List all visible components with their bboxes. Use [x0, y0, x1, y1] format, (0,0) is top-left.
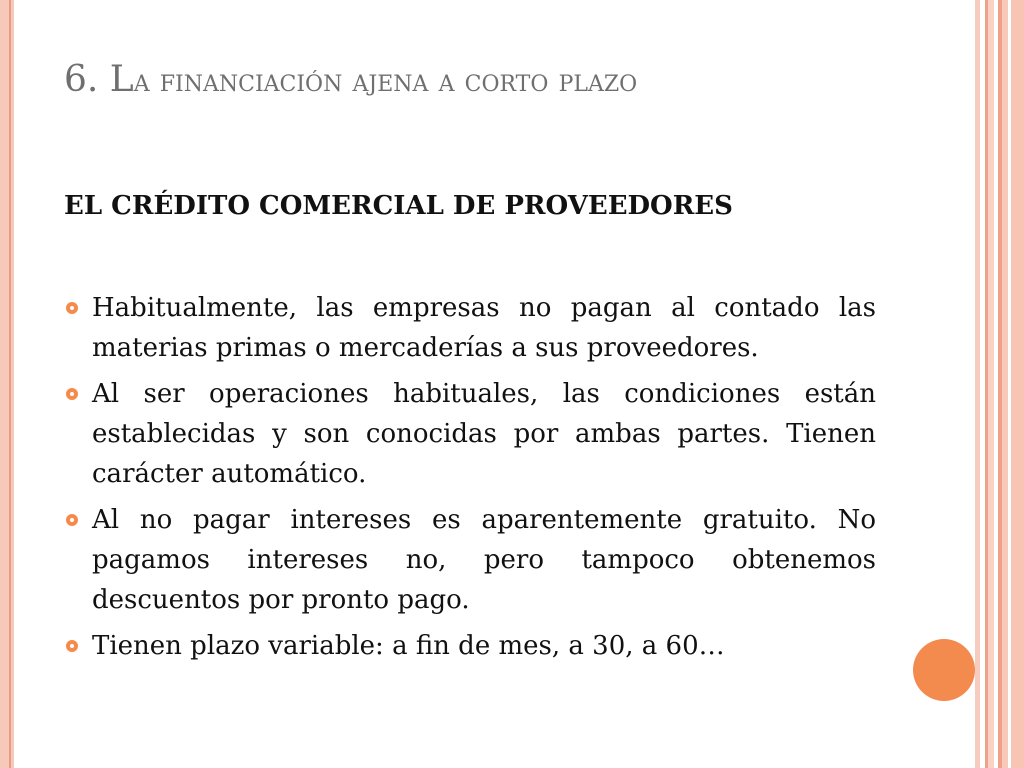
bullet-item [64, 500, 876, 620]
bullet-text: Al no pagar intereses es aparentemente gratuito. No pagamos intereses no, pero tampoco obtenemos descuentos por pronto pago. [92, 505, 876, 615]
right-stripe [1011, 0, 1024, 768]
bullet-item [64, 288, 876, 368]
slide-title [64, 56, 924, 104]
orange-circle-decoration [913, 639, 975, 701]
bullet-item [64, 374, 876, 494]
orange-ring-bullet-icon [66, 388, 78, 400]
orange-ring-bullet-icon [66, 640, 78, 652]
left-border-decoration [0, 0, 14, 768]
orange-ring-bullet-icon [66, 514, 78, 526]
bullet-item [64, 626, 876, 666]
title-number: 6. [64, 59, 110, 100]
left-border-line [9, 0, 11, 768]
orange-ring-bullet-icon [66, 302, 78, 314]
right-stripes-decoration [975, 0, 1024, 768]
bullet-list [64, 288, 876, 672]
title-rest: a financiación ajena a corto plazo [133, 61, 638, 99]
bullet-text: Al ser operaciones habituales, las condiciones están establecidas y son conocidas por ambas partes. Tienen carácter automático. [92, 379, 876, 489]
section-subheading: EL CRÉDITO COMERCIAL DE PROVEEDORES [64, 191, 733, 221]
bullet-text: Habitualmente, las empresas no pagan al contado las materias primas o mercaderías a sus proveedores. [92, 293, 876, 363]
title-initial: L [109, 59, 134, 100]
bullet-text: Tienen plazo variable: a fin de mes, a 30, a 60… [92, 631, 725, 661]
